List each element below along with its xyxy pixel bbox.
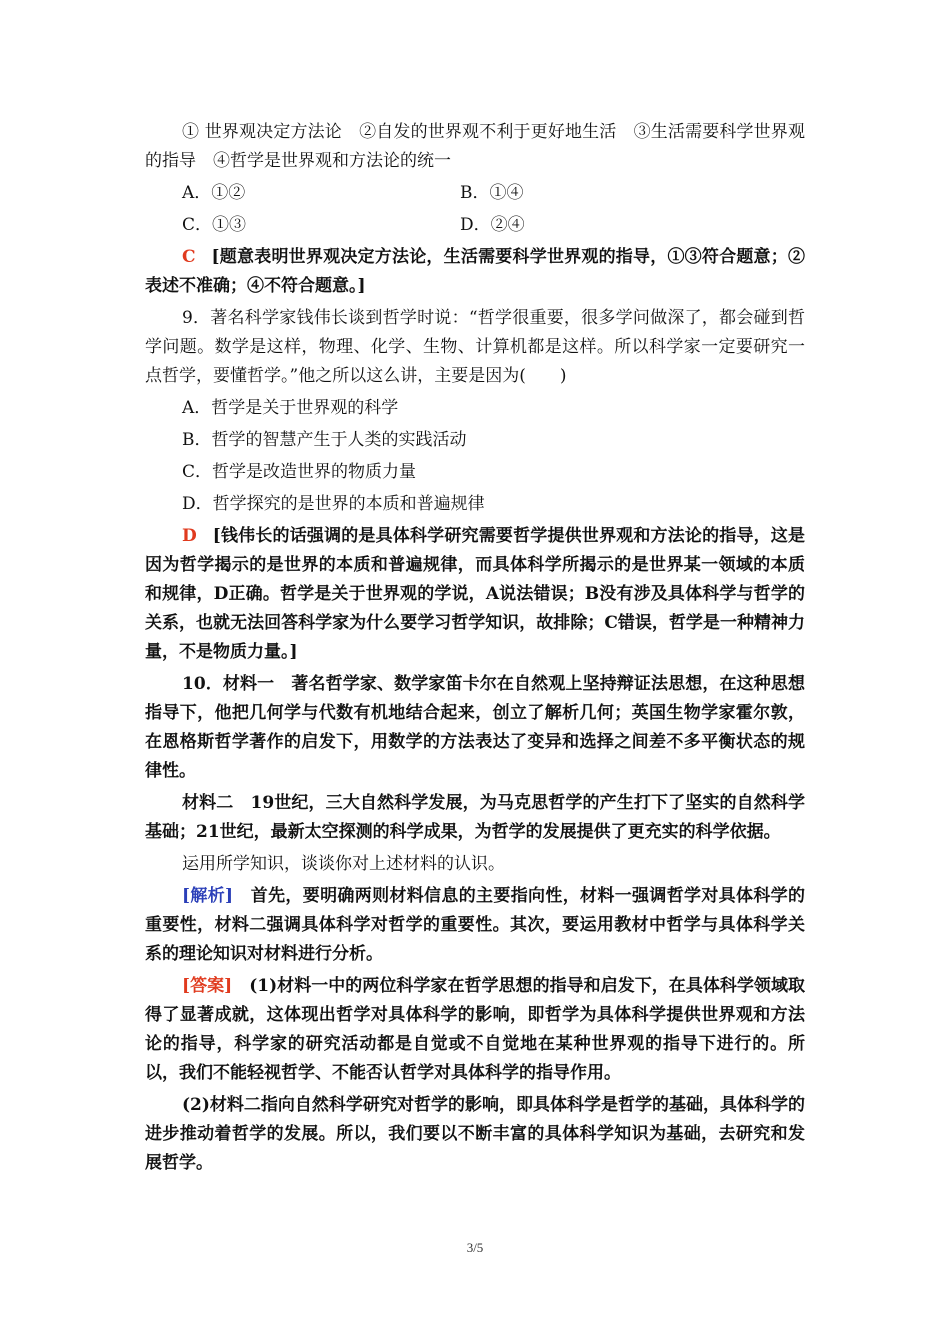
q10-material-1 <box>145 670 805 786</box>
q8-options-row-1 <box>145 179 805 208</box>
q8-options-row-2 <box>145 211 805 240</box>
q10-material-2-label: 材料二 <box>182 793 234 813</box>
q10-answer-part-1 <box>145 972 805 1088</box>
q9-explanation: [钱伟长的话强调的是具体科学研究需要哲学提供世界观和方法论的指导，这是因为哲学揭示的是世界的本质和普遍规律，而具体科学所揭示的是世界某一领域的本质和规律，D正确。哲学是关于世界观的学说，A说法错误；B没有涉及具体科学与哲学的关系，也就无法回答科学家为什么要学习哲学知识，故排除；C错误，哲学是一种精神力量，不是物质力量。] <box>145 526 805 662</box>
q8-option-b: B．①④ <box>460 183 524 203</box>
q10-analysis-label: [解析] <box>182 886 234 906</box>
q10-task: 运用所学知识，谈谈你对上述材料的认识。 <box>182 854 505 874</box>
q10-answer-label: [答案] <box>182 976 233 996</box>
q10-material-1-text: 著名哲学家、数学家笛卡尔在自然观上坚持辩证法思想，在这种思想指导下，他把几何学与代数有机地结合起来，创立了解析几何；英国生物学家霍尔敦，在恩格斯哲学著作的启发下，用数学的方法表达了变异和选择之间差不多平衡状态的规律性。 <box>145 674 805 781</box>
q8-option-c: C．①③ <box>182 215 247 235</box>
q10-analysis-text: 首先，要明确两则材料信息的主要指向性，材料一强调哲学对具体科学的重要性，材料二强调具体科学对哲学的重要性。其次，要运用教材中哲学与具体科学关系的理论知识对材料进行分析。 <box>145 886 806 964</box>
q10-material-1-label: 材料一 <box>222 674 275 694</box>
q10-answer-text-1: (1)材料一中的两位科学家在哲学思想的指导和启发下，在具体科学领域取得了显著成就，这体现出哲学对具体科学的影响，即哲学为具体科学提供世界观和方法论的指导，科学家的研究活动都是自觉或不自觉地在某种世界观的指导下进行的。所以，我们不能轻视哲学、不能否认哲学对具体科学的指导作用。 <box>145 976 805 1083</box>
q8-stem: ① 世界观决定方法论 ②自发的世界观不利于更好地生活 ③生活需要科学世界观的指导 ④哲学是世界观和方法论的统一 <box>145 122 805 171</box>
q8-answer-block <box>145 243 805 301</box>
q8-explanation: [题意表明世界观决定方法论，生活需要科学世界观的指导，①③符合题意；②表述不准确；④不符合题意。] <box>145 247 805 296</box>
q10-analysis <box>145 882 805 969</box>
q9-answer-block <box>145 522 805 667</box>
q10-number: 10． <box>182 674 223 694</box>
q9-option-a: A．哲学是关于世界观的科学 <box>182 398 399 418</box>
page-number: 3/5 <box>466 1240 484 1255</box>
page-content <box>145 118 805 1181</box>
q9-answer: D <box>182 526 197 546</box>
q10-material-2 <box>145 789 805 847</box>
q10-material-2-text: 19世纪，三大自然科学发展，为马克思哲学的产生打下了坚实的自然科学基础；21世纪，最新太空探测的科学成果，为哲学的发展提供了更充实的科学依据。 <box>145 793 806 842</box>
q9-option-b: B．哲学的智慧产生于人类的实践活动 <box>182 430 467 450</box>
q9-option-c: C．哲学是改造世界的物质力量 <box>182 462 417 482</box>
q8-option-d: D．②④ <box>460 215 525 235</box>
q8-option-a: A．①② <box>182 183 246 203</box>
q9-option-d: D．哲学探究的是世界的本质和普遍规律 <box>182 494 485 514</box>
q9-stem: 9．著名科学家钱伟长谈到哲学时说：“哲学很重要，很多学问做深了，都会碰到哲学问题。数学是这样，物理、化学、生物、计算机都是这样。所以科学家一定要研究一点哲学，要懂哲学。”他之所以这么讲，主要是因为( ) <box>145 308 805 386</box>
q8-answer: C <box>182 247 196 267</box>
q10-answer-part-2: (2)材料二指向自然科学研究对哲学的影响，即具体科学是哲学的基础，具体科学的进步推动着哲学的发展。所以，我们要以不断丰富的具体科学知识为基础，去研究和发展哲学。 <box>145 1095 805 1173</box>
